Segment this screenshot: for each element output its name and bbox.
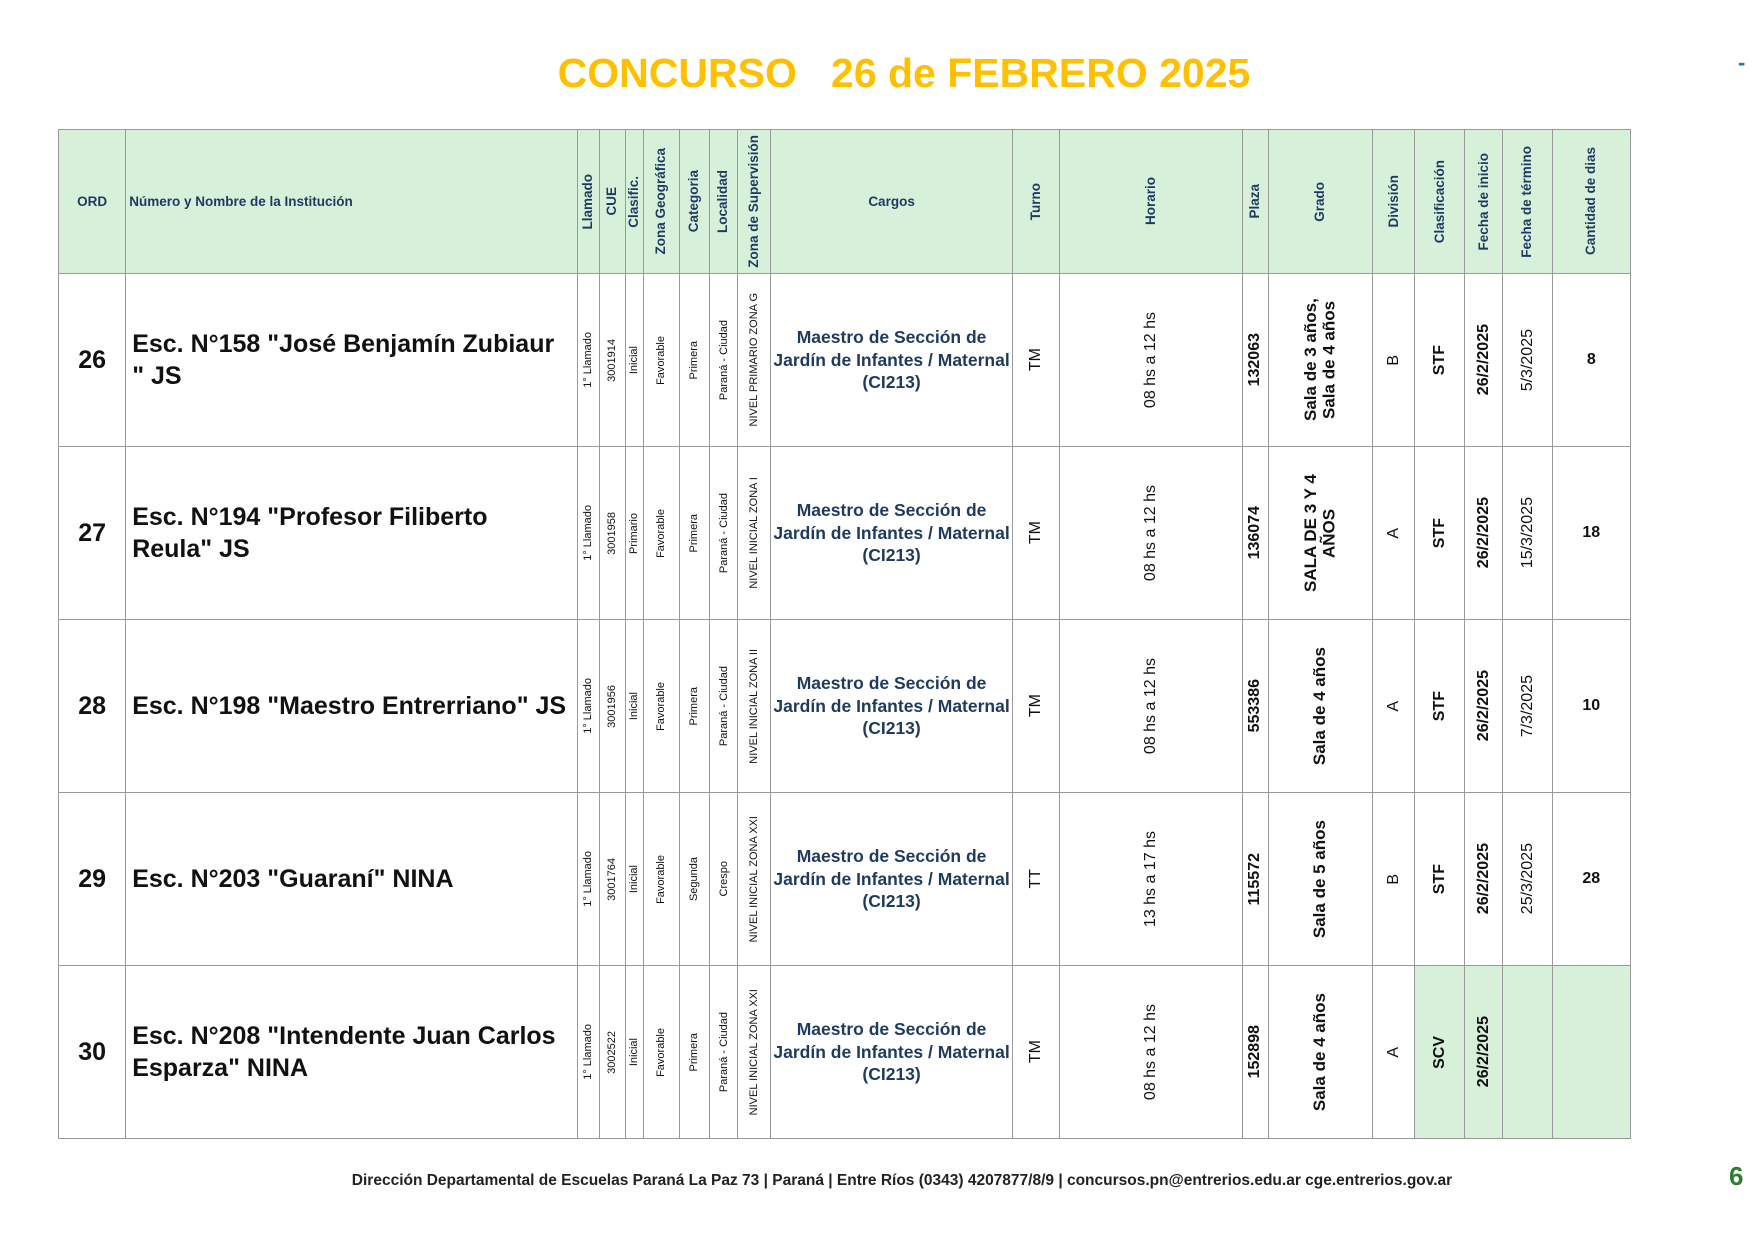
grado-value: SALA DE 3 Y 4 AÑOS [1300, 474, 1339, 592]
clasific-value: Inicial [628, 691, 641, 721]
fecha-inicio-value: 26/2/2025 [1474, 497, 1492, 569]
table-row [59, 966, 1631, 1139]
plaza-value: 553386 [1246, 679, 1264, 733]
zona-sup-value: NIVEL INICIAL ZONA XXI [748, 815, 761, 943]
localidad-value: Paraná - Ciudad [717, 1011, 730, 1093]
zona-geo-value: Favorable [655, 508, 668, 558]
cell-ord: 27 [59, 447, 126, 620]
cell-zona-sup [738, 274, 771, 447]
cell-ord: 28 [59, 620, 126, 793]
cell-grado [1268, 793, 1372, 966]
cell-institucion: Esc. N°194 "Profesor Filiberto Reula" JS [126, 447, 577, 620]
cell-fecha-termino [1503, 620, 1552, 793]
header-fecha-inicio-label: Fecha de inicio [1475, 152, 1491, 251]
cell-institucion: Esc. N°208 "Intendente Juan Carlos Esparza" NINA [126, 966, 577, 1139]
cell-plaza [1242, 447, 1268, 620]
cell-fecha-inicio [1465, 274, 1503, 447]
cell-categoria [679, 447, 709, 620]
header-clasificacion [1415, 130, 1465, 274]
cell-plaza [1242, 620, 1268, 793]
header-horario-label: Horario [1142, 177, 1158, 226]
cell-categoria [679, 793, 709, 966]
header-cantidad-dias [1552, 130, 1630, 274]
cell-division [1373, 447, 1415, 620]
clasific-value: Inicial [628, 864, 641, 894]
cue-value: 3001956 [606, 684, 619, 728]
cell-cantidad-dias: 10 [1552, 620, 1630, 793]
clasificacion-value: STF [1430, 517, 1448, 549]
table-row [59, 274, 1631, 447]
cell-fecha-termino [1503, 793, 1552, 966]
header-zona-geo [643, 130, 679, 274]
cell-fecha-termino [1503, 274, 1552, 447]
cell-clasific [625, 793, 643, 966]
cell-cargos: Maestro de Sección de Jardín de Infantes / Maternal (CI213) [771, 966, 1013, 1139]
cell-clasificacion [1415, 447, 1465, 620]
horario-value: 08 hs a 12 hs [1141, 484, 1159, 582]
llamado-value: 1° Llamado [582, 332, 595, 388]
categoria-value: Primera [688, 1032, 701, 1072]
header-cue [599, 130, 625, 274]
cell-zona-geo [643, 620, 679, 793]
division-value: A [1384, 527, 1402, 539]
zona-sup-value: NIVEL INICIAL ZONA I [748, 477, 761, 589]
header-turno [1012, 130, 1059, 274]
fecha-inicio-value: 26/2/2025 [1474, 324, 1492, 396]
plaza-value: 136074 [1246, 506, 1264, 560]
header-division [1373, 130, 1415, 274]
cell-cue [599, 447, 625, 620]
header-ord: ORD [59, 130, 126, 274]
zona-sup-value: NIVEL INICIAL ZONA II [748, 648, 761, 764]
header-zona-geo-label: Zona Geográfica [653, 148, 669, 255]
division-value: A [1384, 700, 1402, 712]
cell-fecha-inicio [1465, 793, 1503, 966]
fecha-termino-value: 25/3/2025 [1518, 843, 1536, 915]
cell-llamado [577, 966, 599, 1139]
clasificacion-value: STF [1430, 863, 1448, 895]
cell-division [1373, 620, 1415, 793]
grado-value: Sala de 4 años [1310, 646, 1330, 766]
cell-fecha-termino [1503, 966, 1552, 1139]
categoria-value: Primera [688, 686, 701, 726]
cell-turno [1012, 793, 1059, 966]
cell-zona-geo [643, 447, 679, 620]
header-categoria [679, 130, 709, 274]
clasific-value: Inicial [628, 1037, 641, 1067]
plaza-value: 152898 [1246, 1025, 1264, 1079]
footer: Dirección Departamental de Escuelas Paraná La Paz 73 | Paraná | Entre Ríos (0343) 4207877/8/9 | concursos.pn@entrerios.edu.ar cge.entrerios.gov.ar [351, 1172, 1453, 1189]
cell-division [1373, 966, 1415, 1139]
cell-ord: 26 [59, 274, 126, 447]
clasificacion-value: STF [1430, 690, 1448, 722]
zona-geo-value: Favorable [655, 854, 668, 904]
llamado-value: 1° Llamado [582, 1024, 595, 1080]
clasific-value: Inicial [628, 345, 641, 375]
cell-clasific [625, 274, 643, 447]
cell-cargos: Maestro de Sección de Jardín de Infantes / Maternal (CI213) [771, 447, 1013, 620]
horario-value: 08 hs a 12 hs [1141, 311, 1159, 409]
header-institucion: Número y Nombre de la Institución [126, 130, 577, 274]
division-value: B [1384, 354, 1402, 366]
cell-cargos: Maestro de Sección de Jardín de Infantes / Maternal (CI213) [771, 793, 1013, 966]
header-division-label: División [1385, 175, 1401, 228]
fecha-inicio-value: 26/2/2025 [1474, 670, 1492, 742]
header-grado [1268, 130, 1372, 274]
cell-turno [1012, 966, 1059, 1139]
cue-value: 3001764 [606, 857, 619, 901]
cell-localidad [710, 966, 738, 1139]
horario-value: 13 hs a 17 hs [1141, 830, 1159, 928]
header-llamado-label: Llamado [580, 173, 596, 230]
localidad-value: Crespo [717, 861, 730, 897]
cell-zona-sup [738, 620, 771, 793]
fecha-inicio-value: 26/2/2025 [1474, 843, 1492, 915]
turno-value: TT [1027, 869, 1045, 889]
cell-horario [1060, 966, 1243, 1139]
cell-cargos: Maestro de Sección de Jardín de Infantes / Maternal (CI213) [771, 274, 1013, 447]
zona-geo-value: Favorable [655, 681, 668, 731]
header-zona-sup [738, 130, 771, 274]
cell-institucion: Esc. N°198 "Maestro Entrerriano" JS [126, 620, 577, 793]
header-clasificacion-label: Clasificación [1431, 159, 1447, 244]
cell-localidad [710, 274, 738, 447]
cell-llamado [577, 447, 599, 620]
cell-zona-geo [643, 793, 679, 966]
header-zona-sup-label: Zona de Supervisión [746, 135, 762, 268]
localidad-value: Paraná - Ciudad [717, 319, 730, 401]
cell-cue [599, 274, 625, 447]
zona-sup-value: NIVEL INICIAL ZONA XXI [748, 988, 761, 1116]
cell-clasificacion [1415, 274, 1465, 447]
header-horario [1060, 130, 1243, 274]
cell-plaza [1242, 793, 1268, 966]
cell-zona-geo [643, 966, 679, 1139]
localidad-value: Paraná - Ciudad [717, 665, 730, 747]
header-row [59, 130, 1631, 274]
cell-clasific [625, 620, 643, 793]
localidad-value: Paraná - Ciudad [717, 492, 730, 574]
cell-cantidad-dias [1552, 966, 1630, 1139]
header-clasific-label: Clasific. [626, 175, 642, 228]
cell-fecha-inicio [1465, 447, 1503, 620]
cell-division [1373, 274, 1415, 447]
cell-horario [1060, 447, 1243, 620]
fecha-termino-value: 7/3/2025 [1518, 674, 1536, 738]
turno-value: TM [1027, 1040, 1045, 1064]
cell-institucion: Esc. N°158 "José Benjamín Zubiaur " JS [126, 274, 577, 447]
cell-localidad [710, 793, 738, 966]
cell-llamado [577, 274, 599, 447]
cell-horario [1060, 620, 1243, 793]
cell-localidad [710, 620, 738, 793]
concurso-table [58, 129, 1631, 1139]
table-body [59, 274, 1631, 1139]
cell-categoria [679, 620, 709, 793]
cell-categoria [679, 274, 709, 447]
cell-zona-geo [643, 274, 679, 447]
grado-value: Sala de 4 años [1310, 992, 1330, 1112]
cell-cue [599, 620, 625, 793]
categoria-value: Primera [688, 513, 701, 553]
cue-value: 3001958 [606, 511, 619, 555]
horario-value: 08 hs a 12 hs [1141, 657, 1159, 755]
turno-value: TM [1027, 521, 1045, 545]
header-cantidad-dias-label: Cantidad de dias [1583, 147, 1599, 256]
cell-horario [1060, 274, 1243, 447]
turno-value: TM [1027, 348, 1045, 372]
llamado-value: 1° Llamado [582, 505, 595, 561]
header-llamado [577, 130, 599, 274]
fecha-termino-value: 5/3/2025 [1518, 328, 1536, 392]
header-grado-label: Grado [1312, 181, 1328, 222]
header-turno-label: Turno [1027, 182, 1043, 221]
horario-value: 08 hs a 12 hs [1141, 1003, 1159, 1101]
llamado-value: 1° Llamado [582, 678, 595, 734]
page-number: 6 [1729, 1161, 1744, 1191]
cell-grado [1268, 447, 1372, 620]
cell-fecha-termino [1503, 447, 1552, 620]
header-clasific [625, 130, 643, 274]
cue-value: 3002522 [606, 1030, 619, 1074]
header-localidad-label: Localidad [715, 169, 731, 233]
table-row [59, 447, 1631, 620]
header-fecha-termino [1503, 130, 1552, 274]
cell-zona-sup [738, 966, 771, 1139]
categoria-value: Primera [688, 340, 701, 380]
table-row [59, 793, 1631, 966]
cell-clasificacion [1415, 793, 1465, 966]
zona-geo-value: Favorable [655, 1027, 668, 1077]
header-plaza [1242, 130, 1268, 274]
cell-ord: 30 [59, 966, 126, 1139]
division-value: B [1384, 873, 1402, 885]
clasific-value: Primario [628, 512, 641, 554]
cell-cue [599, 966, 625, 1139]
clasificacion-value: SCV [1430, 1035, 1448, 1069]
header-fecha-inicio [1465, 130, 1503, 274]
header-fecha-termino-label: Fecha de término [1519, 145, 1535, 258]
cue-value: 3001914 [606, 338, 619, 382]
cell-zona-sup [738, 447, 771, 620]
header-categoria-label: Categoria [686, 170, 702, 233]
plaza-value: 132063 [1246, 333, 1264, 387]
cell-grado [1268, 620, 1372, 793]
cell-horario [1060, 793, 1243, 966]
cell-cantidad-dias: 8 [1552, 274, 1630, 447]
corner-mark: - [1738, 50, 1746, 75]
cell-turno [1012, 447, 1059, 620]
header-cue-label: CUE [604, 187, 620, 216]
llamado-value: 1° Llamado [582, 851, 595, 907]
zona-sup-value: NIVEL PRIMARIO ZONA G [748, 293, 761, 427]
cell-clasificacion [1415, 620, 1465, 793]
clasificacion-value: STF [1430, 344, 1448, 376]
cell-zona-sup [738, 793, 771, 966]
cell-localidad [710, 447, 738, 620]
cell-fecha-inicio [1465, 620, 1503, 793]
division-value: A [1384, 1046, 1402, 1058]
cell-clasificacion [1415, 966, 1465, 1139]
cell-cargos: Maestro de Sección de Jardín de Infantes / Maternal (CI213) [771, 620, 1013, 793]
header-cargos: Cargos [771, 130, 1013, 274]
cell-cantidad-dias: 18 [1552, 447, 1630, 620]
cell-grado [1268, 274, 1372, 447]
cell-fecha-inicio [1465, 966, 1503, 1139]
cell-turno [1012, 620, 1059, 793]
grado-value: Sala de 3 años, Sala de 4 años [1300, 298, 1339, 422]
cell-division [1373, 793, 1415, 966]
cell-cue [599, 793, 625, 966]
cell-institucion: Esc. N°203 "Guaraní" NINA [126, 793, 577, 966]
page-title: CONCURSO 26 de FEBRERO 2025 [557, 50, 1251, 96]
cell-categoria [679, 966, 709, 1139]
header-plaza-label: Plaza [1247, 184, 1263, 219]
turno-value: TM [1027, 694, 1045, 718]
fecha-termino-value: 15/3/2025 [1518, 497, 1536, 569]
grado-value: Sala de 5 años [1310, 819, 1330, 939]
table-row [59, 620, 1631, 793]
fecha-inicio-value: 26/2/2025 [1474, 1016, 1492, 1088]
cell-cantidad-dias: 28 [1552, 793, 1630, 966]
cell-llamado [577, 620, 599, 793]
plaza-value: 115572 [1246, 852, 1264, 906]
categoria-value: Segunda [688, 856, 701, 902]
cell-llamado [577, 793, 599, 966]
header-localidad [710, 130, 738, 274]
cell-plaza [1242, 274, 1268, 447]
cell-clasific [625, 447, 643, 620]
cell-ord: 29 [59, 793, 126, 966]
cell-turno [1012, 274, 1059, 447]
cell-plaza [1242, 966, 1268, 1139]
cell-clasific [625, 966, 643, 1139]
cell-grado [1268, 966, 1372, 1139]
zona-geo-value: Favorable [655, 335, 668, 385]
